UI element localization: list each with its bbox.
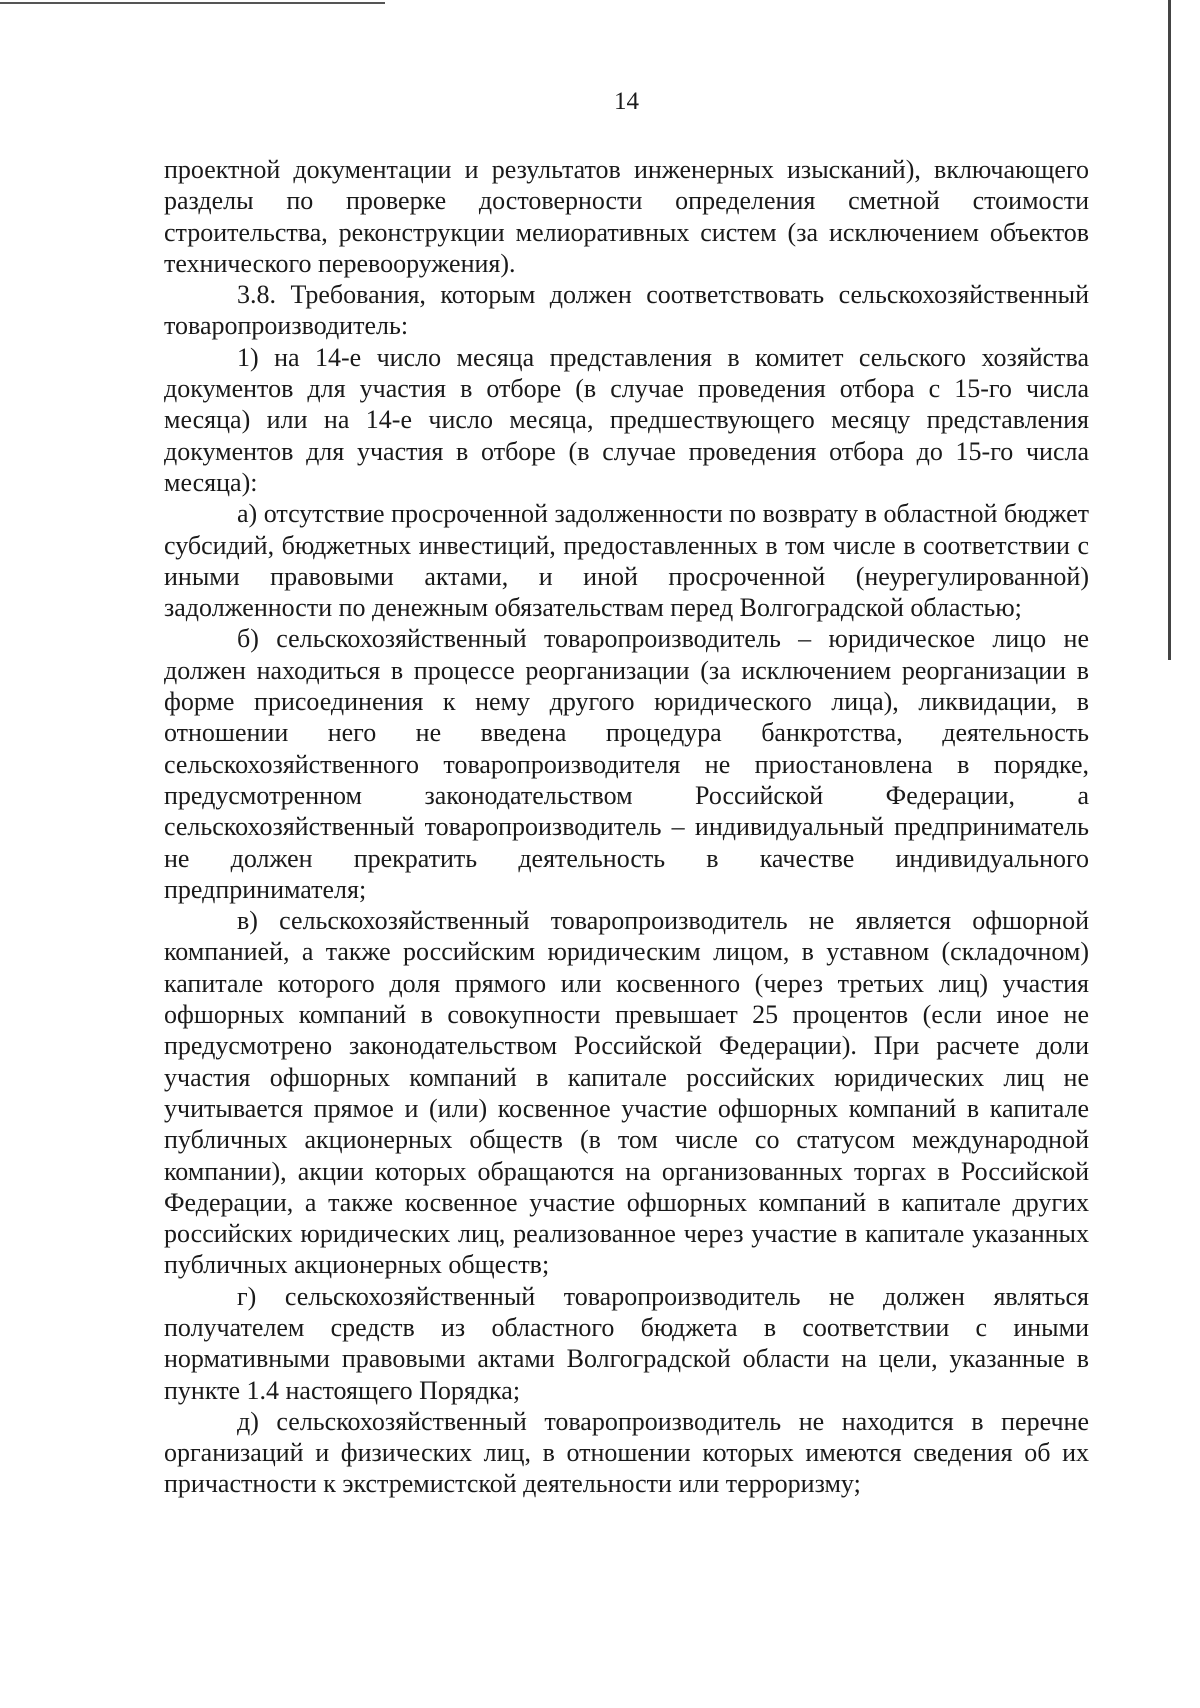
paragraph-item-a: а) отсутствие просроченной задолженности по возврату в областной бюджет субсидий, бюджетных инвестиций, предоставленных в том числе в соответствии с иными правовыми актами, и иной просроченной (неурегулированной) задолженности по денежным обязательствам перед Волгоградской областью; (164, 499, 1089, 623)
scan-edge-right (1168, 0, 1171, 660)
paragraph-item-v: в) сельскохозяйственный товаропроизводитель не является офшорной компанией, а также российским юридическим лицом, в уставном (складочном) капитале которого доля прямого или косвенного (через третьих лиц) участия офшорных компаний в совокупности превышает 25 процентов (если иное не предусмотрено законодательством Российской Федерации). При расчете доли участия офшорных компаний в капитале российских юридических лиц не учитывается прямое и (или) косвенное участие офшорных компаний в капитале публичных акционерных обществ (в том числе со статусом международной компании), акции которых обращаются на организованных торгах в Российской Федерации, а также косвенное участие офшорных компаний в капитале других российских юридических лиц, реализованное через участие в капитале указанных публичных акционерных обществ; (164, 906, 1089, 1280)
document-body (164, 154, 1089, 1500)
page-number: 14 (614, 88, 639, 115)
paragraph-item-d: д) сельскохозяйственный товаропроизводитель не находится в перечне организаций и физических лиц, в отношении которых имеются сведения об их причастности к экстремистской деятельности или терроризму; (164, 1406, 1089, 1499)
paragraph-continuation: проектной документации и результатов инженерных изысканий), включающего разделы по проверке достоверности определения сметной стоимости строительства, реконструкции мелиоративных систем (за исключением объектов технического перевооружения). (164, 155, 1089, 278)
paragraph-item-b: б) сельскохозяйственный товаропроизводитель – юридическое лицо не должен находиться в процессе реорганизации (за исключением реорганизации в форме присоединения к нему другого юридического лица), ликвидации, в отношении него не введена процедура банкротства, деятельность сельскохозяйственного товаропроизводителя не приостановлена в порядке, предусмотренном законодательством Российской Федерации, а сельскохозяйственный товаропроизводитель – индивидуальный предприниматель не должен прекратить деятельность в качестве индивидуального предпринимателя; (164, 624, 1089, 904)
paragraph-item-1: 1) на 14-е число месяца представления в комитет сельского хозяйства документов для участия в отборе (в случае проведения отбора с 15-го числа месяца) или на 14-е число месяца, предшествующего месяцу представления документов для участия в отборе (в случае проведения отбора до 15-го числа месяца): (164, 342, 1089, 497)
scan-edge-top (0, 2, 385, 4)
document-page (164, 88, 1089, 1500)
paragraph-section-3-8: 3.8. Требования, которым должен соответствовать сельскохозяйственный товаропроизводитель: (164, 280, 1089, 341)
paragraph-item-g: г) сельскохозяйственный товаропроизводитель не должен являться получателем средств из областного бюджета в соответствии с иными нормативными правовыми актами Волгоградской области на цели, указанные в пункте 1.4 настоящего Порядка; (164, 1281, 1089, 1405)
